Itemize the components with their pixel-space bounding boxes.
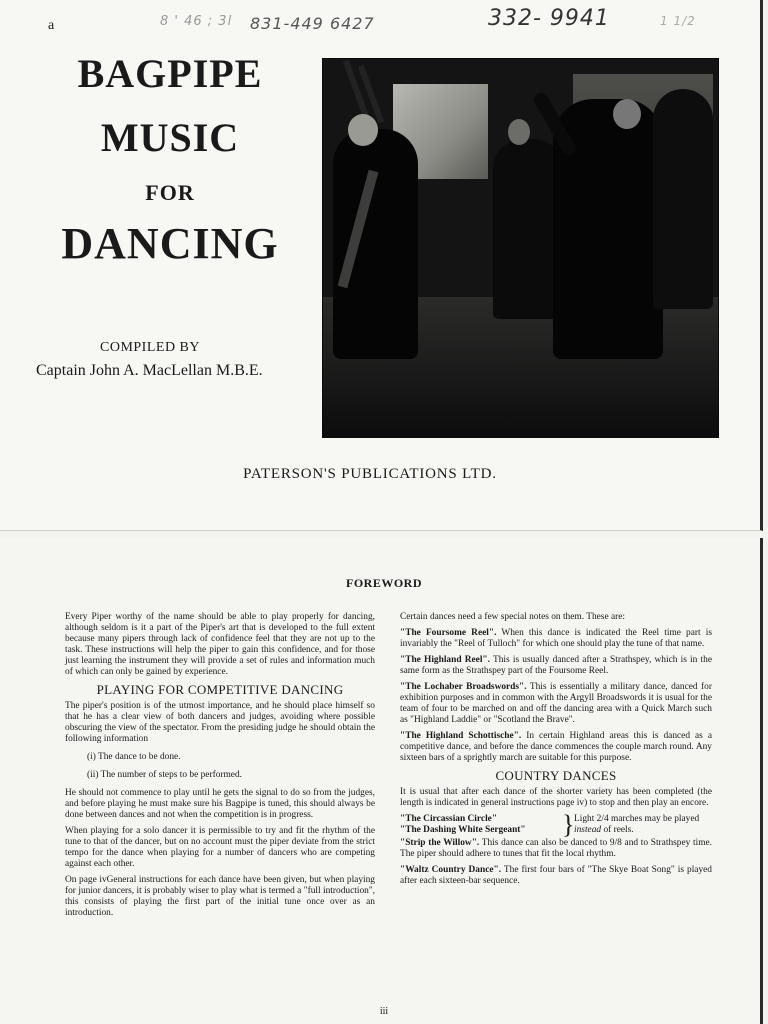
piper-head (348, 114, 378, 146)
cover-photograph (322, 58, 719, 438)
dance-name: "The Lochaber Broadswords". (400, 682, 527, 692)
paragraph: Certain dances need a few special notes on them. These are: (400, 612, 625, 622)
brace-symbol: } (562, 810, 575, 839)
foreword-left-column (65, 612, 375, 924)
handwritten-note-3: 1 1/2 (660, 14, 696, 28)
list-item: (ii) The number of steps to be performed. (87, 770, 242, 780)
title-line-for: FOR (145, 180, 195, 205)
dance-note (400, 731, 712, 764)
dance-name: "The Foursome Reel". (400, 628, 497, 638)
dance-name: "Waltz Country Dance". (400, 865, 502, 875)
publisher-name: PATERSON'S PUBLICATIONS LTD. (243, 466, 497, 482)
dance-text: This is essentially a military dance, danced for exhibition purposes and in common with the Argyll Broadswords it is usual for the team of four to be marched on and off the dancing area with a Quick March such as "Highland Laddie" or "Scotland the Brave". (400, 682, 712, 725)
dance-name: "Strip the Willow". (400, 838, 480, 848)
foreword-title: FOREWORD (346, 576, 422, 590)
handwritten-mark: a (48, 18, 55, 33)
cover-title (30, 50, 310, 269)
section-heading-country-dances: COUNTRY DANCES (495, 768, 617, 783)
title-line-bagpipe: BAGPIPE (77, 51, 263, 96)
dance-text: In certain Highland areas this is danced as a competitive dance, and before the dance commences the couple march round. Any sixteen bars of a sprightly march are suitable for this purpose. (400, 731, 712, 763)
dance-name: "The Circassian Circle" (400, 814, 498, 824)
dance-note (400, 865, 712, 887)
paragraph: When playing for a solo dancer it is permissible to try and fit the rhythm of the tune to that of the dancer, but on no account must the piper deviate from the strict tempo for the dance when playing for a number of dancers who are competing against each other. (65, 826, 375, 869)
paragraph: It is usual that after each dance of the shorter variety has been completed (the length is indicated in general instructions page iv) to stop and then play an encore. (400, 787, 712, 808)
dancer-head (613, 99, 641, 129)
handwritten-note-1: 8 ' 46 ; 3l (160, 14, 233, 29)
dance-name: "The Highland Reel". (400, 655, 490, 665)
country-dance-pair (400, 810, 712, 839)
dance-text: This is usually danced after a Strathspey, which is in the same form as the Strathspey part of the Foursome Reel. (400, 655, 712, 676)
foreword-intro: Every Piper worthy of the name should be able to play properly for dancing, although seldom is it a part of the Piper's art that is developed to the full extent because many pipers through lack of confidence feel that they are not up to the task. These instructions will help the piper to gain this confidence, and for those just learning the instrument they will provide a set of rules and information much of which can only be gained by experience. (65, 612, 375, 677)
dance-text: of reels. (601, 825, 634, 835)
compiled-by-label: COMPILED BY (100, 340, 201, 355)
dance-name: "The Dashing White Sergeant" (400, 825, 526, 835)
dance-note (400, 628, 712, 650)
paragraph: On page ivGeneral instructions for each dance have been given, but when playing for junior dancers, it is probably wiser to play what is termed a "full introduction", this consists of playing the first part of the initial tune once over as an introduction. (65, 875, 375, 918)
page-number: iii (379, 1006, 389, 1017)
dance-text: Light 2/4 marches may be played (574, 814, 700, 824)
piper-figure (333, 129, 418, 359)
title-line-music: MUSIC (100, 115, 240, 160)
handwritten-note-2: 831-449 6427 (250, 14, 375, 33)
dance-text: When this dance is indicated the Reel time part is invariably the "Reel of Tulloch" for which one should play the tune of that name. (400, 628, 712, 649)
emphasis-text: instead (574, 825, 602, 835)
dance-name: "The Highland Schottische". (400, 731, 522, 741)
foreword-right-column (400, 612, 712, 892)
dancer-head (508, 119, 530, 145)
title-line-dancing: DANCING (61, 219, 279, 268)
dance-note (400, 682, 712, 726)
dancer-figure (653, 89, 713, 309)
author-name: Captain John A. MacLellan M.B.E. (36, 362, 263, 379)
section-heading-competitive: PLAYING FOR COMPETITIVE DANCING (96, 682, 344, 697)
handwritten-notes (40, 6, 740, 44)
paragraph: The piper's position is of the utmost importance, and he should place himself so that he has a clear view of both dancers and judges, avoiding where possible obscuring the view of the spectator. From the presiding judge he should obtain the following information (65, 701, 375, 744)
dance-text: This dance can also be danced to 9/8 and to Strathspey time. The piper should adhere to tunes that fit the local rhythm. (400, 838, 713, 859)
dance-note (400, 838, 712, 860)
handwritten-phone-number: 332- 9941 (488, 6, 610, 31)
list-item: (i) The dance to be done. (87, 752, 181, 762)
dance-note (400, 655, 712, 677)
dance-text: The first four bars of "The Skye Boat Song" is played after each sixteen-bar sequence. (400, 865, 712, 886)
paragraph: He should not commence to play until he gets the signal to do so from the judges, and before playing he must make sure his Bagpipe is tuned, this should always be done between dances and not when the competition is in progress. (65, 788, 375, 820)
